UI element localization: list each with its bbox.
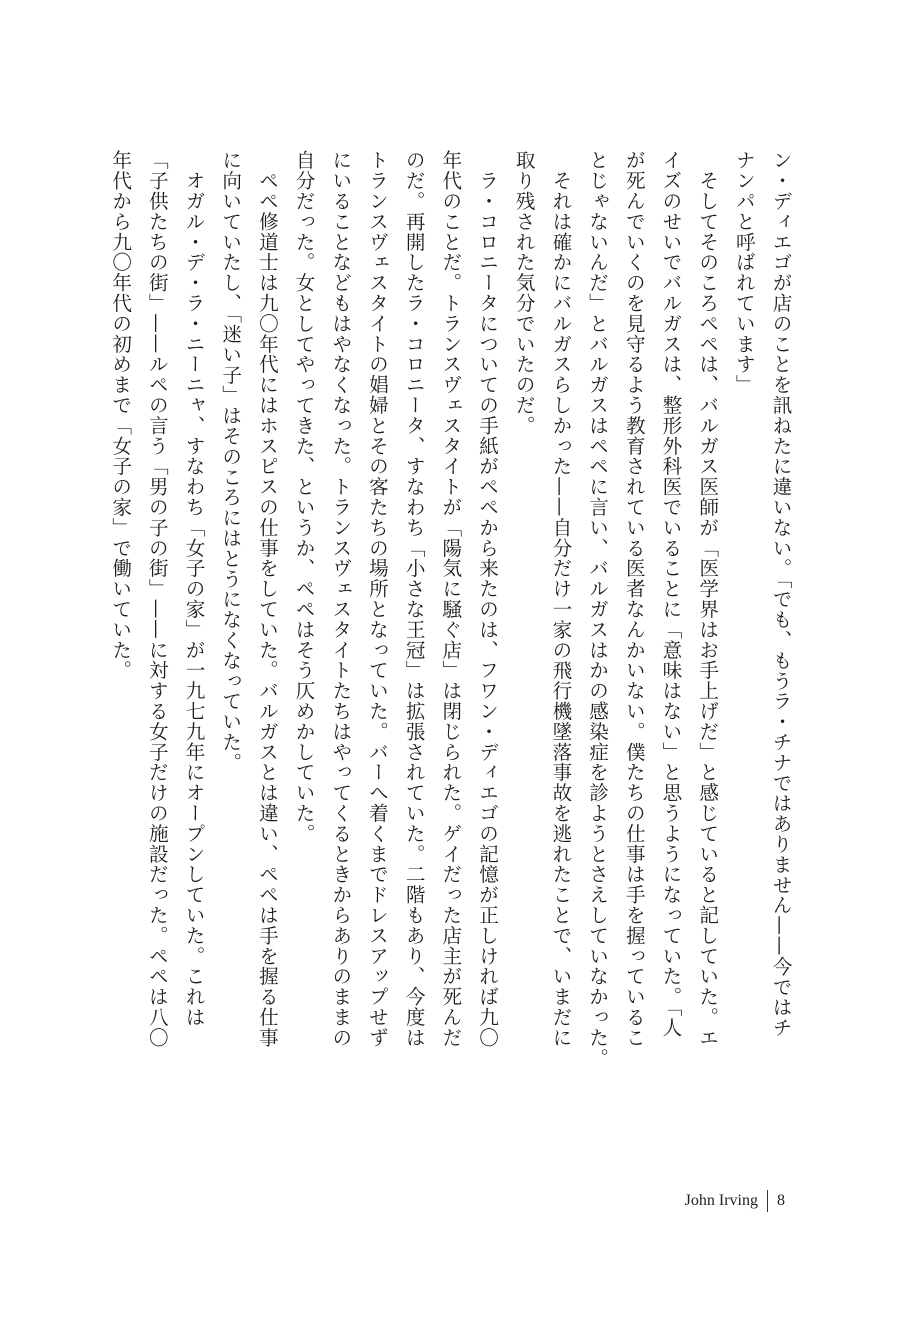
text-line: 自分だった。女としてやってきた、というか、ペペはそう仄めかしていた。 (292, 150, 316, 844)
text-line: のだ。再開したラ・コロニータ、すなわち「小さな王冠」は拡張されていた。二階もあり、今度は (402, 150, 426, 1048)
text-line: そしてそのころペペは、バルガス医師が「医学界はお手上げだ」と感じていると記していた。エ (695, 150, 719, 1048)
text-line: ペペ修道士は九〇年代にはホスピスの仕事をしていた。バルガスとは違い、ペペは手を握る仕事 (255, 150, 279, 1048)
page-footer (0, 1188, 785, 1214)
text-line: トランスヴェスタイトの娼婦とその客たちの場所となっていた。バーへ着くまでドレスアップせず (365, 150, 389, 1048)
text-line: 取り残された気分でいたのだ。 (512, 150, 536, 436)
text-line: が死んでいくのを見守るよう教育されている医者なんかいない。僕たちの仕事は手を握っているこ (622, 150, 646, 1048)
text-line: 「子供たちの街」——ルペの言う「男の子の街」——に対する女子だけの施設だった。ペペは八〇 (145, 150, 169, 1048)
text-line: オガル・デ・ラ・ニーニャ、すなわち「女子の家」が一九七九年にオープンしていた。これは (182, 150, 205, 1028)
text-line: ラ・コロニータについての手紙がペペから来たのは、フワン・ディエゴの記憶が正しければ九〇 (475, 150, 499, 1048)
page-number: 8 (777, 1192, 785, 1209)
text-line: 年代から九〇年代の初めまで「女子の家」で働いていた。 (108, 150, 132, 681)
vertical-text-block (98, 150, 798, 1160)
text-line: ン・ディエゴが店のことを訊ねたに違いない。「でも、もうラ・チナではありません——今ではチ (769, 150, 792, 1038)
text-line: 年代のことだ。トランスヴェスタイトが「陽気に騒ぐ店」は閉じられた。ゲイだった店主が死んだ (438, 150, 462, 1048)
text-line: に向いていたし、「迷い子」はそのころにはとうになくなっていた。 (218, 150, 242, 773)
text-line: ナンパと呼ばれています」 (732, 150, 756, 395)
text-line: イズのせいでバルガスは、整形外科医でいることに「意味はない」と思うようになっていた。「人 (658, 150, 682, 1038)
text-columns (101, 150, 798, 1160)
text-line: とじゃないんだ」とバルガスはペペに言い、バルガスはかの感染症を診ようとさえしていなかった。 (585, 150, 609, 1068)
text-line: にいることなどもはやなくなった。トランスヴェスタイトたちはやってくるときからありのままの (328, 150, 352, 1048)
footer-author: John Irving (684, 1192, 758, 1209)
text-line: それは確かにバルガスらしかった——自分だけ一家の飛行機墜落事故を逃れたことで、いまだに (548, 150, 572, 1048)
